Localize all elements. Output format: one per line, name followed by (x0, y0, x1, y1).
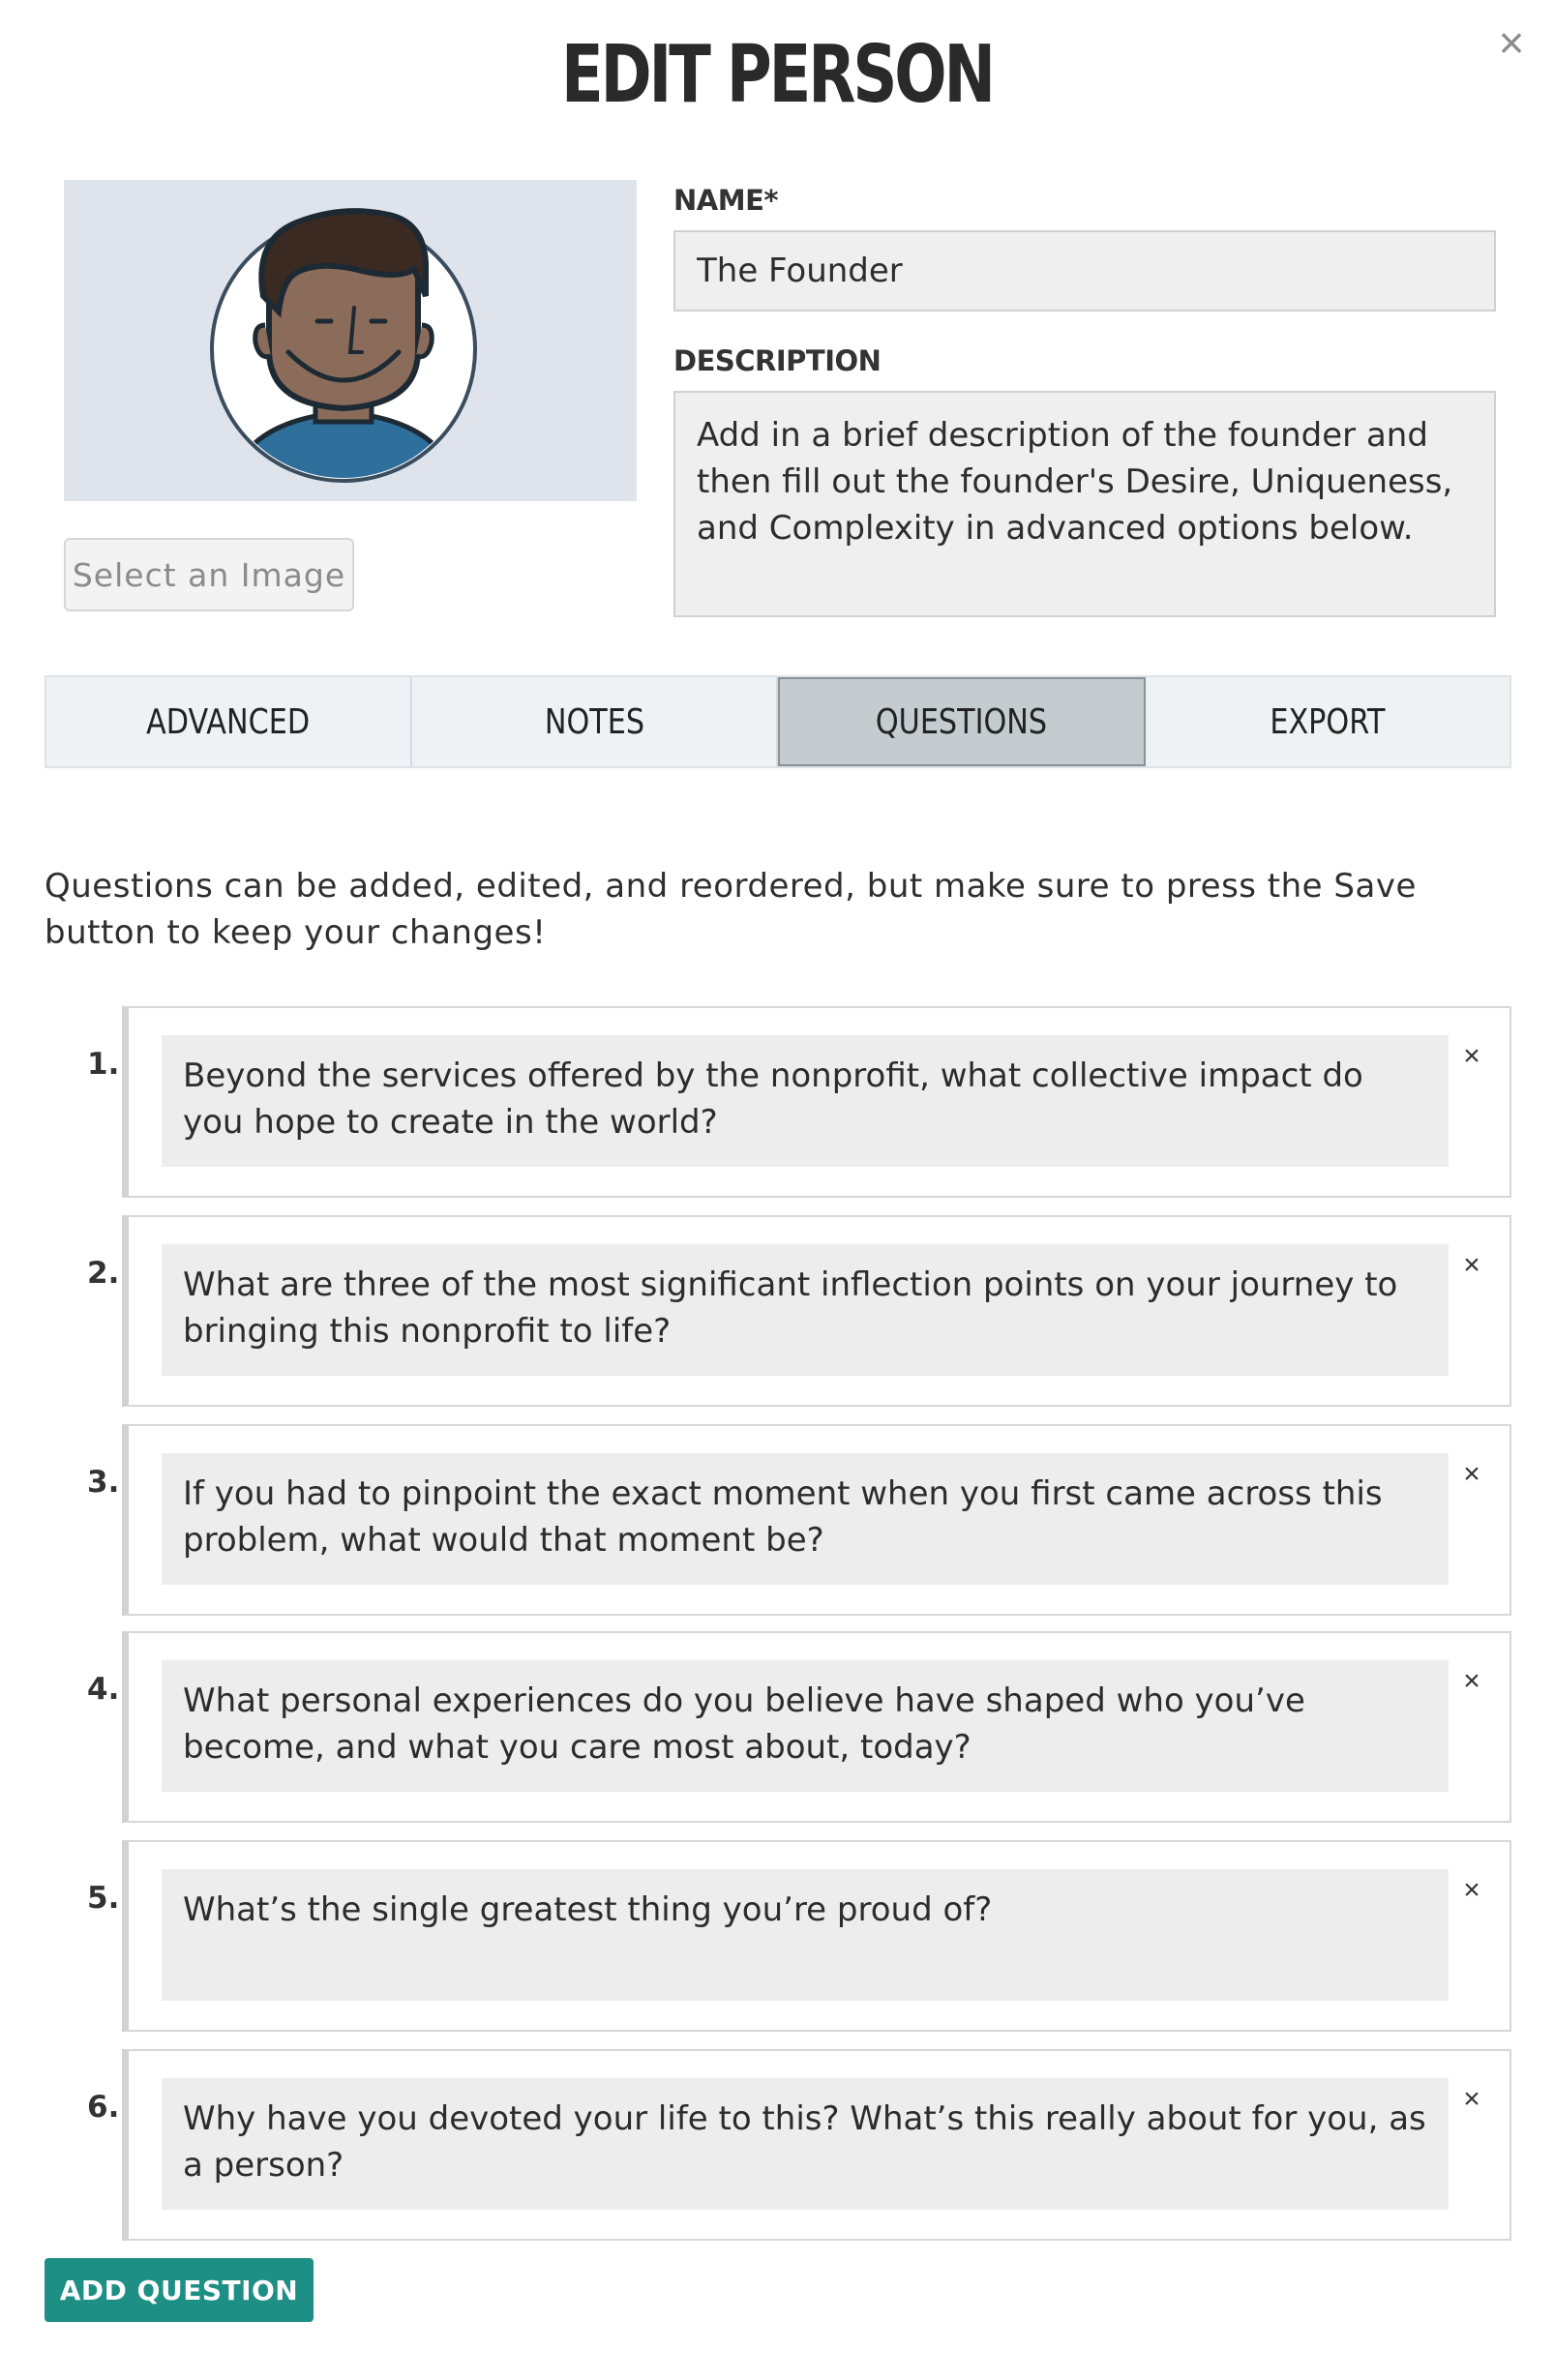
select-image-button[interactable]: Select an Image (64, 538, 354, 611)
close-button[interactable]: × (1498, 17, 1525, 68)
question-card[interactable] (122, 2049, 1511, 2241)
question-card[interactable] (122, 1215, 1511, 1407)
founder-avatar-icon (64, 180, 637, 501)
tab-bar (45, 675, 1511, 768)
question-number: 4. (87, 1672, 120, 1707)
remove-question-button[interactable]: × (1463, 1249, 1480, 1281)
tab-label: EXPORT (1270, 701, 1386, 742)
remove-question-button[interactable]: × (1463, 1458, 1480, 1490)
description-label: DESCRIPTION (673, 344, 882, 377)
question-text-field[interactable]: Why have you devoted your life to this? What’s this really about for you, as a person? (162, 2078, 1449, 2210)
page-title: EDIT PERSON (561, 29, 993, 121)
tab-label: NOTES (544, 701, 644, 742)
tab-export[interactable] (1146, 677, 1509, 766)
question-text-field[interactable]: Beyond the services offered by the nonprofit, what collective impact do you hope to create in the world? (162, 1035, 1449, 1167)
tab-advanced[interactable] (46, 677, 412, 766)
question-text-field[interactable]: What’s the single greatest thing you’re proud of? (162, 1869, 1449, 2001)
tab-questions[interactable] (778, 677, 1146, 766)
remove-question-button[interactable]: × (1463, 2083, 1480, 2115)
name-label: NAME* (673, 184, 779, 217)
profile-image (64, 180, 637, 501)
name-input[interactable] (673, 230, 1496, 312)
question-number: 1. (87, 1047, 120, 1082)
tab-label: ADVANCED (146, 701, 311, 742)
question-number: 6. (87, 2090, 120, 2125)
question-card[interactable] (122, 1840, 1511, 2032)
question-number: 5. (87, 1881, 120, 1916)
question-text-field[interactable]: What are three of the most significant inflection points on your journey to bringing this nonprofit to life? (162, 1244, 1449, 1376)
remove-question-button[interactable]: × (1463, 1040, 1480, 1072)
question-number: 2. (87, 1256, 120, 1291)
add-question-button[interactable]: ADD QUESTION (45, 2258, 314, 2322)
question-card[interactable] (122, 1631, 1511, 1823)
remove-question-button[interactable]: × (1463, 1874, 1480, 1906)
tab-label: QUESTIONS (876, 701, 1048, 742)
question-card[interactable] (122, 1006, 1511, 1198)
question-text-field[interactable]: If you had to pinpoint the exact moment when you first came across this problem, what would that moment be? (162, 1453, 1449, 1585)
tab-notes[interactable] (412, 677, 778, 766)
description-textarea[interactable] (673, 391, 1496, 617)
questions-intro: Questions can be added, edited, and reordered, but make sure to press the Save button to keep your changes! (45, 867, 1417, 952)
remove-question-button[interactable]: × (1463, 1665, 1480, 1697)
question-number: 3. (87, 1465, 120, 1500)
question-text-field[interactable]: What personal experiences do you believe have shaped who you’ve become, and what you care most about, today? (162, 1660, 1449, 1792)
question-card[interactable] (122, 1424, 1511, 1616)
